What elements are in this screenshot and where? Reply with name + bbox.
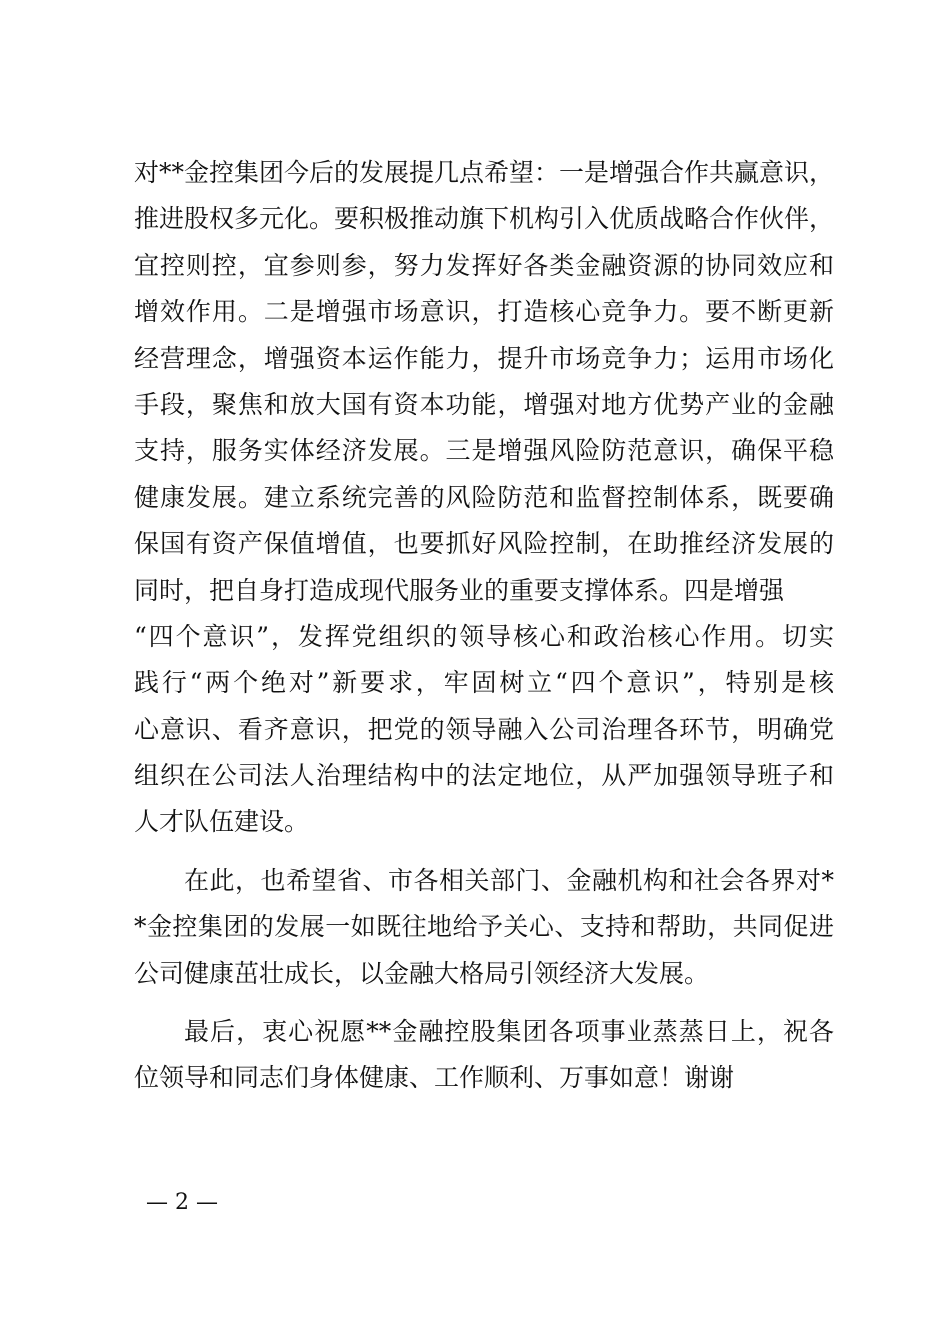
text-line: “四个意识”，发挥党组织的领导核心和政治核心作用。切实 — [134, 621, 834, 651]
text-line: 经营理念，增强资本运作能力，提升市场竞争力；运用市场化 — [134, 343, 834, 373]
text-line: *金控集团的发展一如既往地给予关心、支持和帮助，共同促进 — [134, 912, 834, 942]
paragraph-spacer — [134, 846, 834, 858]
text-line: 对**金控集团今后的发展提几点希望：一是增强合作共赢意识， — [134, 158, 835, 187]
paragraph-1 — [134, 150, 834, 846]
text-line: 推进股权多元化。要积极推动旗下机构引入优质战略合作伙伴， — [134, 204, 835, 234]
text-line: 保国有资产保值增值，也要抓好风险控制，在助推经济发展的 — [134, 529, 834, 559]
paragraph-spacer — [134, 997, 834, 1009]
paragraph-2 — [134, 858, 834, 997]
text-line: 宜控则控，宜参则参，努力发挥好各类金融资源的协同效应和 — [134, 250, 834, 280]
text-line: 增效作用。二是增强市场意识，打造核心竞争力。要不断更新 — [134, 297, 834, 327]
paragraph-3 — [134, 1009, 834, 1102]
text-line: 位领导和同志们身体健康、工作顺利、万事如意！谢谢 — [134, 1063, 735, 1093]
text-line: 人才队伍建设。 — [134, 807, 310, 837]
text-line: 支持，服务实体经济发展。三是增强风险防范意识，确保平稳 — [134, 436, 834, 466]
text-line: 同时，把自身打造成现代服务业的重要支撑体系。四是增强 — [134, 575, 785, 605]
page-number: — 2 — — [146, 1190, 218, 1215]
text-line: 手段，聚焦和放大国有资本功能，增强对地方优势产业的金融 — [134, 389, 834, 419]
text-line: 践行“两个绝对”新要求，牢固树立“四个意识”，特别是核 — [134, 668, 834, 698]
text-line: 在此，也希望省、市各相关部门、金融机构和社会各界对* — [184, 865, 834, 895]
text-line: 公司健康茁壮成长，以金融大格局引领经济大发展。 — [134, 958, 710, 988]
text-line: 组织在公司法人治理结构中的法定地位，从严加强领导班子和 — [134, 761, 834, 791]
text-line: 最后，衷心祝愿**金融控股集团各项事业蒸蒸日上，祝各 — [184, 1017, 834, 1047]
document-body — [134, 150, 834, 1102]
text-line: 健康发展。建立系统完善的风险防范和监督控制体系，既要确 — [134, 482, 834, 512]
text-line: 心意识、看齐意识，把党的领导融入公司治理各环节，明确党 — [134, 714, 834, 744]
